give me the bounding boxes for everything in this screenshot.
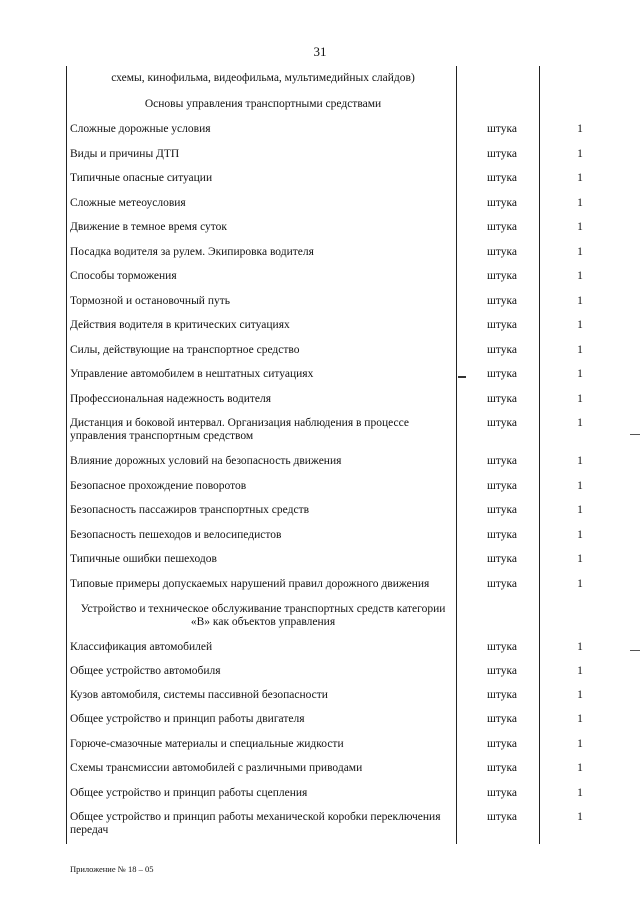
scan-edge-mark [630,650,640,651]
item-name: Общее устройство и принцип работы механической коробки переключения передач [70,811,441,836]
scan-edge-mark [630,434,640,435]
item-name: Типовые примеры допускаемых нарушений правил дорожного движения [70,578,430,590]
item-unit: штука [487,393,517,405]
item-qty: 1 [577,689,583,701]
item-qty: 1 [577,344,583,356]
item-qty: 1 [577,529,583,541]
item-qty: 1 [577,787,583,799]
item-qty: 1 [577,738,583,750]
item-name: Тормозной и остановочный путь [70,295,231,307]
item-qty: 1 [577,417,583,429]
item-unit: штука [487,665,517,677]
item-qty: 1 [577,197,583,209]
item-name: Сложные метеоусловия [70,197,186,209]
item-qty: 1 [577,665,583,677]
item-qty: 1 [577,713,583,725]
item-unit: штука [487,713,517,725]
item-unit: штука [487,172,517,184]
section-title-device: Устройство и техническое обслуживание транспортных средств категории «В» как объектов управления [80,603,446,628]
item-name: Безопасность пешеходов и велосипедистов [70,529,282,541]
item-name: Типичные опасные ситуации [70,172,213,184]
item-name: Движение в темное время суток [70,221,227,233]
item-name: Схемы трансмиссии автомобилей с различными приводами [70,762,363,774]
item-unit: штука [487,529,517,541]
scan-stray-mark [458,376,466,378]
item-name: Профессиональная надежность водителя [70,393,272,405]
item-name: Безопасное прохождение поворотов [70,480,247,492]
item-qty: 1 [577,295,583,307]
item-unit: штука [487,246,517,258]
item-unit: штука [487,641,517,653]
table-unit-column-border [456,66,457,844]
item-name: Сложные дорожные условия [70,123,211,135]
item-unit: штука [487,123,517,135]
item-unit: штука [487,148,517,160]
item-name: Типичные ошибки пешеходов [70,553,217,565]
item-unit: штука [487,738,517,750]
item-unit: штука [487,270,517,282]
item-unit: штука [487,417,517,429]
item-name: Горюче-смазочные материалы и специальные жидкости [70,738,344,750]
item-qty: 1 [577,578,583,590]
item-unit: штука [487,368,517,380]
item-unit: штука [487,787,517,799]
item-name: Влияние дорожных условий на безопасность движения [70,455,342,467]
item-name: Посадка водителя за рулем. Экипировка водителя [70,246,314,258]
table-qty-column-border [539,66,540,844]
item-name: Дистанция и боковой интервал. Организация наблюдения в процессе управления транспортным средством [70,417,409,442]
item-name: Действия водителя в критических ситуациях [70,319,290,331]
continuation-text: схемы, кинофильма, видеофильма, мультимедийных слайдов) [111,72,415,84]
item-unit: штука [487,455,517,467]
item-qty: 1 [577,393,583,405]
item-qty: 1 [577,641,583,653]
footer-note: Приложение № 18 – 05 [70,864,154,874]
item-name: Общее устройство и принцип работы двигателя [70,713,305,725]
item-qty: 1 [577,455,583,467]
item-unit: штука [487,578,517,590]
item-unit: штука [487,553,517,565]
item-unit: штука [487,295,517,307]
item-name: Способы торможения [70,270,177,282]
page-number: 31 [313,44,327,59]
item-qty: 1 [577,123,583,135]
item-qty: 1 [577,270,583,282]
item-unit: штука [487,689,517,701]
item-qty: 1 [577,221,583,233]
item-unit: штука [487,811,517,823]
item-qty: 1 [577,246,583,258]
section-title-basics: Основы управления транспортными средствами [144,98,382,110]
item-qty: 1 [577,811,583,823]
item-name: Общее устройство и принцип работы сцепления [70,787,308,799]
item-name: Управление автомобилем в нештатных ситуациях [70,368,314,380]
item-unit: штука [487,762,517,774]
item-unit: штука [487,344,517,356]
item-qty: 1 [577,368,583,380]
item-name: Общее устройство автомобиля [70,665,221,677]
item-qty: 1 [577,504,583,516]
item-qty: 1 [577,319,583,331]
item-qty: 1 [577,553,583,565]
item-qty: 1 [577,762,583,774]
item-unit: штука [487,504,517,516]
item-name: Классификация автомобилей [70,641,213,653]
item-qty: 1 [577,172,583,184]
item-qty: 1 [577,480,583,492]
item-name: Виды и причины ДТП [70,148,180,160]
item-name: Безопасность пассажиров транспортных средств [70,504,310,516]
item-name: Силы, действующие на транспортное средство [70,344,300,356]
table-left-border [66,66,67,844]
item-unit: штука [487,480,517,492]
item-unit: штука [487,319,517,331]
item-unit: штука [487,197,517,209]
item-unit: штука [487,221,517,233]
item-qty: 1 [577,148,583,160]
item-name: Кузов автомобиля, системы пассивной безопасности [70,689,328,701]
